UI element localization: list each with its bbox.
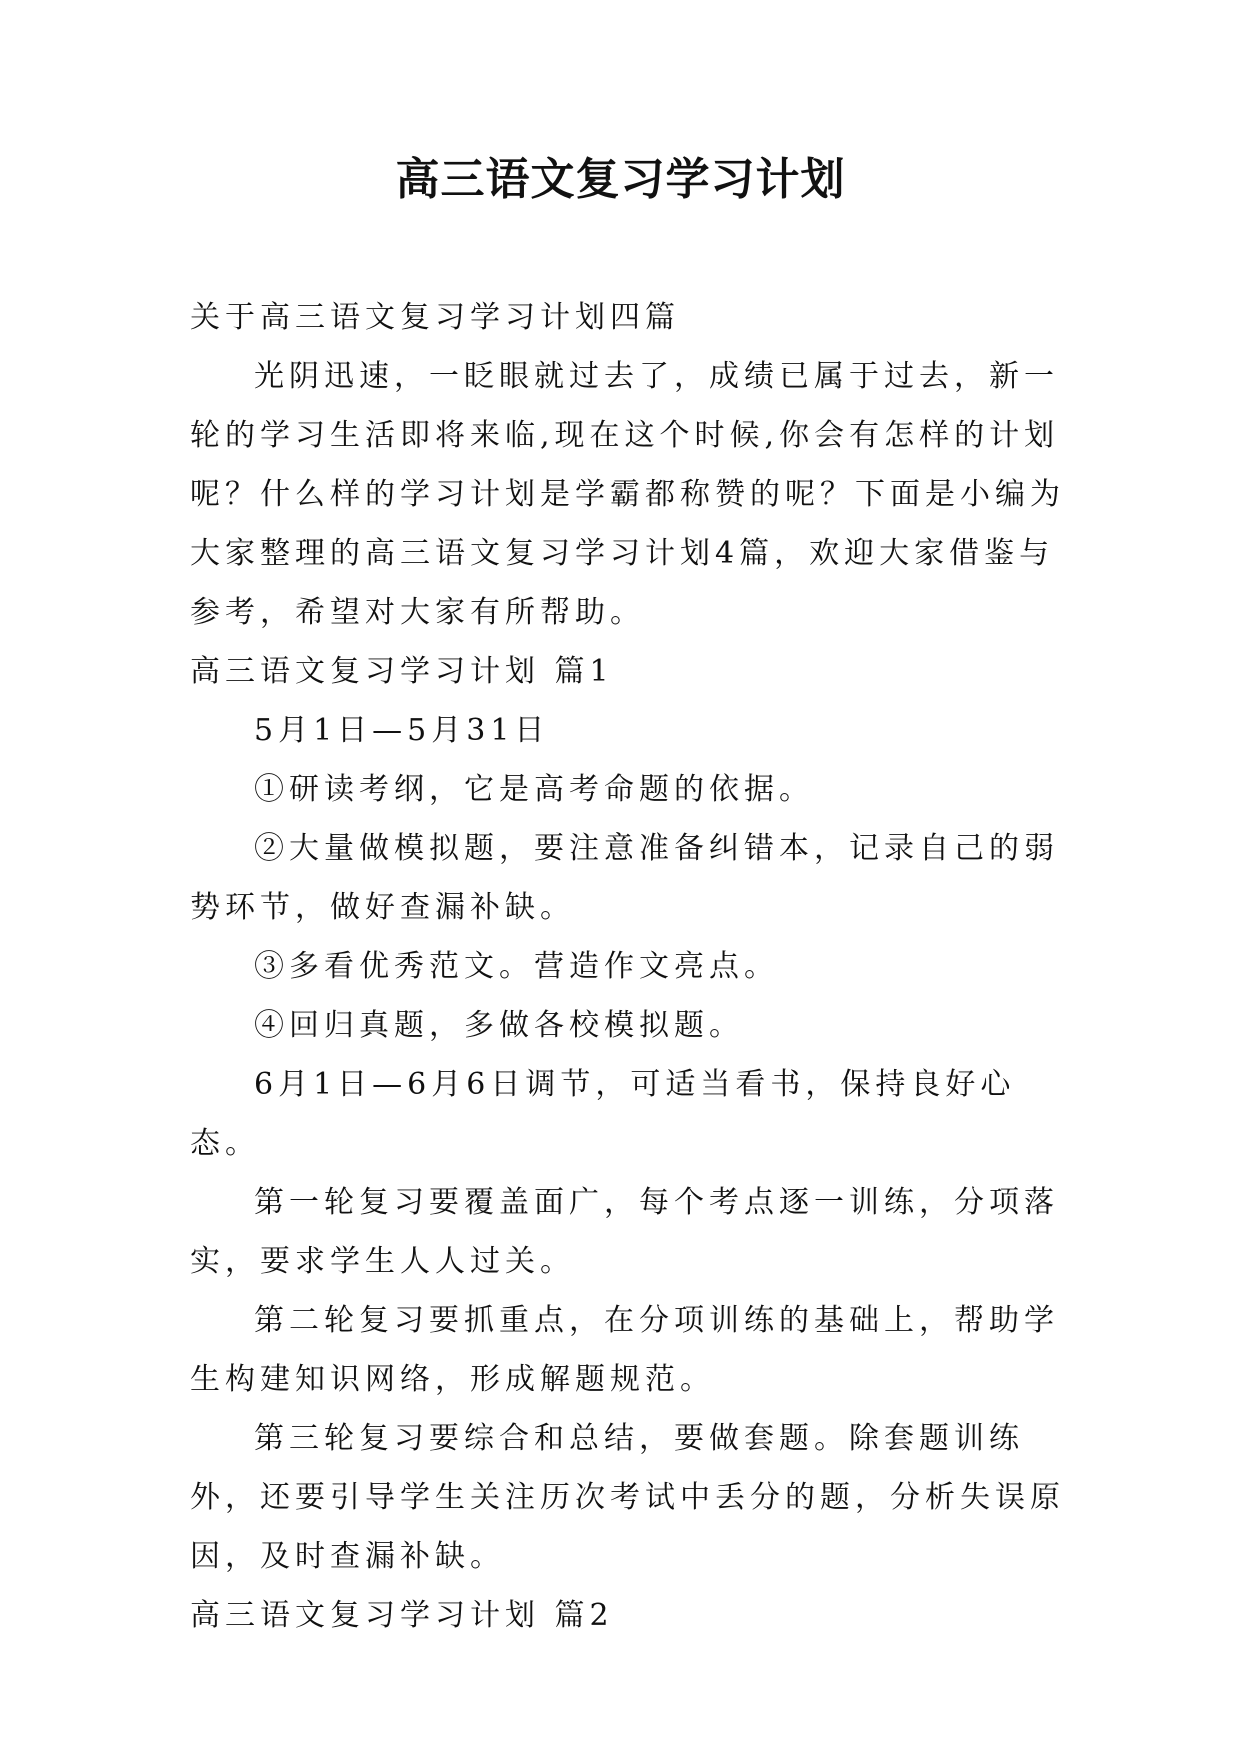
date-range-paragraph: 5月1日—5月31日 [254, 713, 550, 748]
section-heading-1: 高三语文复习学习计划 篇1 [190, 654, 614, 689]
adjustment-paragraph: 6月1日—6月6日调节，可适当看书，保持良好心态。 [190, 1067, 1016, 1161]
subtitle-paragraph: 关于高三语文复习学习计划四篇 [190, 300, 680, 335]
round-two-paragraph: 第二轮复习要抓重点，在分项训练的基础上，帮助学生构建知识网络，形成解题规范。 [190, 1303, 1059, 1397]
round-one-paragraph: 第一轮复习要覆盖面广，每个考点逐一训练，分项落实，要求学生人人过关。 [190, 1185, 1059, 1279]
document-body [190, 288, 1080, 1645]
list-item-2: ②大量做模拟题，要注意准备纠错本，记录自己的弱势环节，做好查漏补缺。 [190, 831, 1059, 925]
list-item-1: ①研读考纲，它是高考命题的依据。 [254, 772, 814, 807]
document-title: 高三语文复习学习计划 [395, 154, 846, 205]
round-three-paragraph: 第三轮复习要综合和总结，要做套题。除套题训练外，还要引导学生关注历次考试中丢分的题，分析失误原因，及时查漏补缺。 [190, 1421, 1065, 1574]
list-item-3: ③多看优秀范文。营造作文亮点。 [254, 949, 779, 984]
list-item-4: ④回归真题，多做各校模拟题。 [254, 1008, 744, 1043]
intro-paragraph: 光阴迅速，一眨眼就过去了，成绩已属于过去，新一轮的学习生活即将来临,现在这个时候,你会有怎样的计划呢？什么样的学习计划是学霸都称赞的呢？下面是小编为大家整理的高三语文复习学习计划4篇，欢迎大家借鉴与参考，希望对大家有所帮助。 [190, 359, 1065, 630]
section-heading-2: 高三语文复习学习计划 篇2 [190, 1598, 614, 1633]
